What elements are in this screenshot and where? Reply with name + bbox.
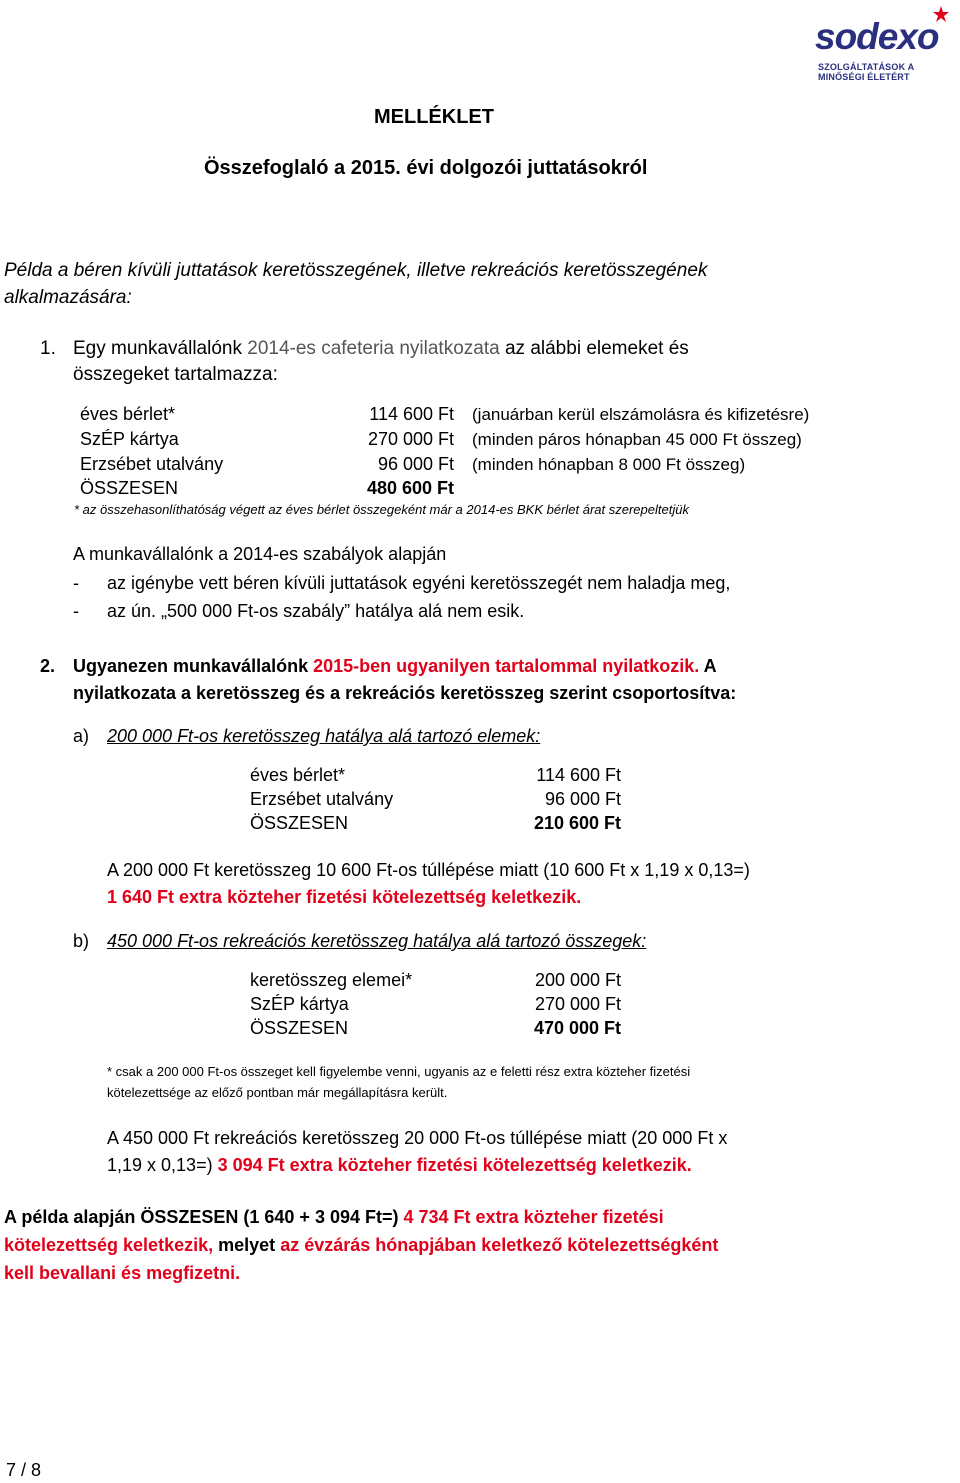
page-number: 7 / 8 xyxy=(6,1460,42,1480)
intro-line-1: Példa a béren kívüli juttatások keretösszegének, illetve rekreációs keretösszegének xyxy=(4,260,708,281)
section1-line-1: Egy munkavállalónk 2014-es cafeteria nyilatkozata az alábbi elemeket és xyxy=(73,338,689,359)
part-b-text-line-2: 1,19 x 0,13=) 3 094 Ft extra közteher fizetési kötelezettség keletkezik. xyxy=(107,1155,692,1175)
part-b-footnote-line-1: * csak a 200 000 Ft-os összeget kell figyelembe venni, ugyanis az e feletti rész extra közteher fizetési xyxy=(107,1064,691,1079)
item-amount: 96 000 Ft xyxy=(377,454,454,474)
part-b-item-label: SzÉP kártya xyxy=(250,994,349,1014)
part-b-text-line-1: A 450 000 Ft rekreációs keretösszeg 20 000 Ft-os túllépése miatt (20 000 Ft x xyxy=(107,1128,728,1148)
part-b-item-label: keretösszeg elemei* xyxy=(250,970,413,990)
page-title: MELLÉKLET xyxy=(374,106,494,128)
section1-footnote: * az összehasonlíthatóság végett az éves bérlet összegeként már a 2014-es BKK bérlet árat szerepeltetjük xyxy=(74,502,689,517)
total-label: ÖSSZESEN xyxy=(80,478,179,498)
rule-dash: - xyxy=(73,573,79,593)
part-b-item-amount: 200 000 Ft xyxy=(534,970,621,990)
section2-number: 2. xyxy=(40,656,56,676)
item-note: (minden páros hónapban 45 000 Ft összeg) xyxy=(472,430,802,449)
total-amount: 480 600 Ft xyxy=(366,478,454,498)
item-label: Erzsébet utalvány xyxy=(80,454,224,474)
part-a-total-label: ÖSSZESEN xyxy=(250,813,349,833)
rules-intro: A munkavállalónk a 2014-es szabályok alapján xyxy=(73,544,447,564)
sodexo-logo xyxy=(815,6,955,82)
part-a-title: 200 000 Ft-os keretösszeg hatálya alá tartozó elemek: xyxy=(107,726,541,746)
item-note: (minden hónapban 8 000 Ft összeg) xyxy=(472,455,746,474)
part-a-item-label: Erzsébet utalvány xyxy=(250,789,394,809)
rule-text: az ún. „500 000 Ft-os szabály” hatálya alá nem esik. xyxy=(107,601,525,621)
part-a-letter: a) xyxy=(73,726,90,746)
part-b-title: 450 000 Ft-os rekreációs keretösszeg hatálya alá tartozó összegek: xyxy=(107,931,647,951)
summary-line-3: kell bevallani és megfizetni. xyxy=(4,1263,241,1283)
item-label: éves bérlet* xyxy=(80,404,176,424)
part-b-total-label: ÖSSZESEN xyxy=(250,1018,349,1038)
section2-line-2: nyilatkozata a keretösszeg és a rekreációs keretösszeg szerint csoportosítva: xyxy=(73,683,737,703)
part-a-item-amount: 114 600 Ft xyxy=(536,765,621,785)
part-a-total-amount: 210 600 Ft xyxy=(533,813,621,833)
part-a-text: A 200 000 Ft keretösszeg 10 600 Ft-os túllépése miatt (10 600 Ft x 1,19 x 0,13=) xyxy=(107,860,750,880)
part-b-total-amount: 470 000 Ft xyxy=(533,1018,621,1038)
logo-tagline: SZOLGÁLTATÁSOK A MINŐSÉGI ÉLETÉRT xyxy=(818,62,915,82)
summary-line-2: kötelezettség keletkezik, melyet az évzárás hónapjában keletkező kötelezettségként xyxy=(4,1235,719,1255)
part-b-item-amount: 270 000 Ft xyxy=(534,994,621,1014)
page-subtitle: Összefoglaló a 2015. évi dolgozói juttatásokról xyxy=(204,157,648,179)
item-amount: 114 600 Ft xyxy=(369,404,454,424)
part-a-highlight: 1 640 Ft extra közteher fizetési kötelezettség keletkezik. xyxy=(107,887,582,907)
intro-line-2: alkalmazására: xyxy=(4,287,132,308)
part-b-letter: b) xyxy=(73,931,90,951)
item-note: (januárban kerül elszámolásra és kifizetésre) xyxy=(472,405,810,424)
part-b-footnote-line-2: kötelezettsége az előző pontban már megállapításra került. xyxy=(107,1085,448,1100)
item-label: SzÉP kártya xyxy=(80,429,179,449)
rule-dash: - xyxy=(73,601,79,621)
section1-line-2: összegeket tartalmazza: xyxy=(73,364,278,385)
part-a-item-amount: 96 000 Ft xyxy=(544,789,621,809)
part-a-item-label: éves bérlet* xyxy=(250,765,346,785)
section1-number: 1. xyxy=(40,338,56,359)
section2-line-1: Ugyanezen munkavállalónk 2015-ben ugyanilyen tartalommal nyilatkozik. A xyxy=(73,656,717,676)
rule-text: az igénybe vett béren kívüli juttatások egyéni keretösszegét nem haladja meg, xyxy=(107,573,731,593)
item-amount: 270 000 Ft xyxy=(367,429,454,449)
logo-wordmark: sodexo xyxy=(815,16,939,57)
summary-line-1: A példa alapján ÖSSZESEN (1 640 + 3 094 Ft=) 4 734 Ft extra közteher fizetési xyxy=(4,1207,664,1227)
